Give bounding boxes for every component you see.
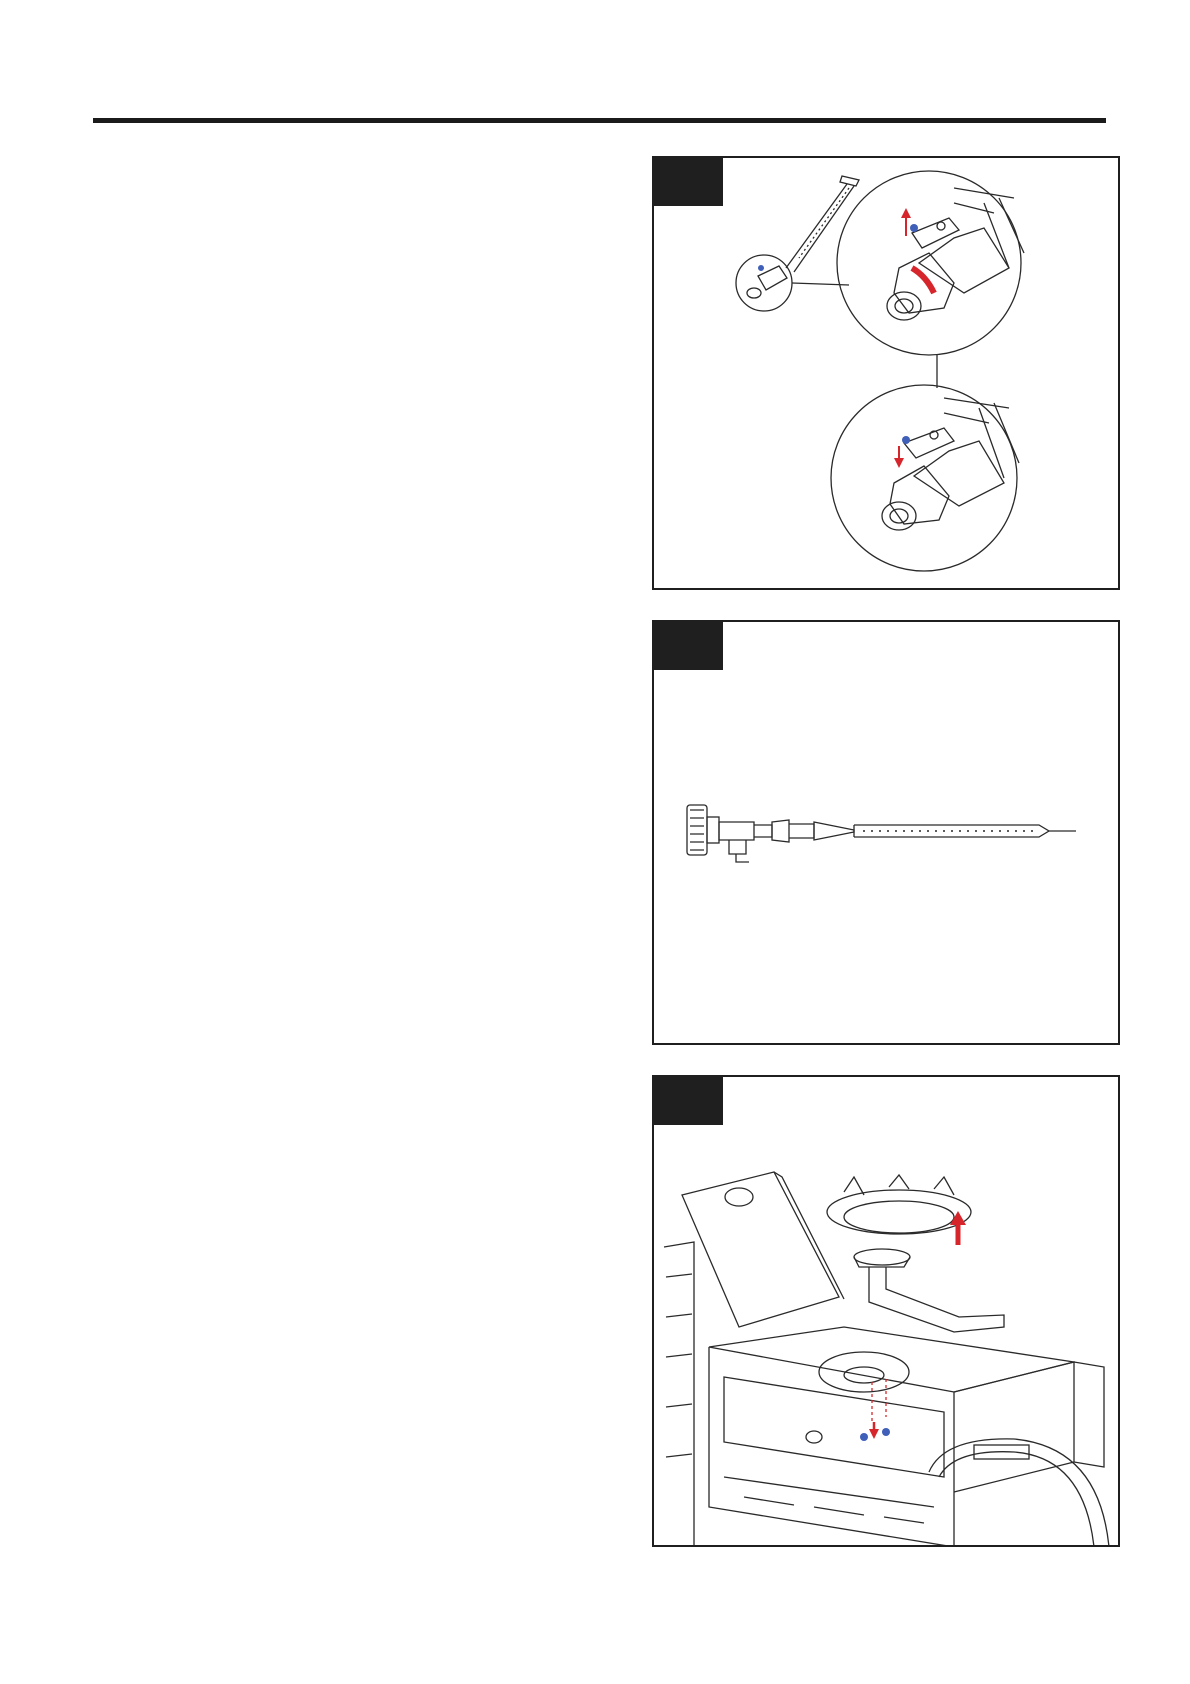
figure-panel-side-burner-removal [652,1075,1120,1547]
figure-panel-burner-side-view [652,620,1120,1045]
header-rule [93,118,1106,123]
burner-tube-illustration [654,158,1120,590]
figure-panel-burner-tube [652,156,1120,590]
burner-side-view-illustration [654,622,1120,1045]
side-burner-removal-illustration [654,1077,1120,1547]
